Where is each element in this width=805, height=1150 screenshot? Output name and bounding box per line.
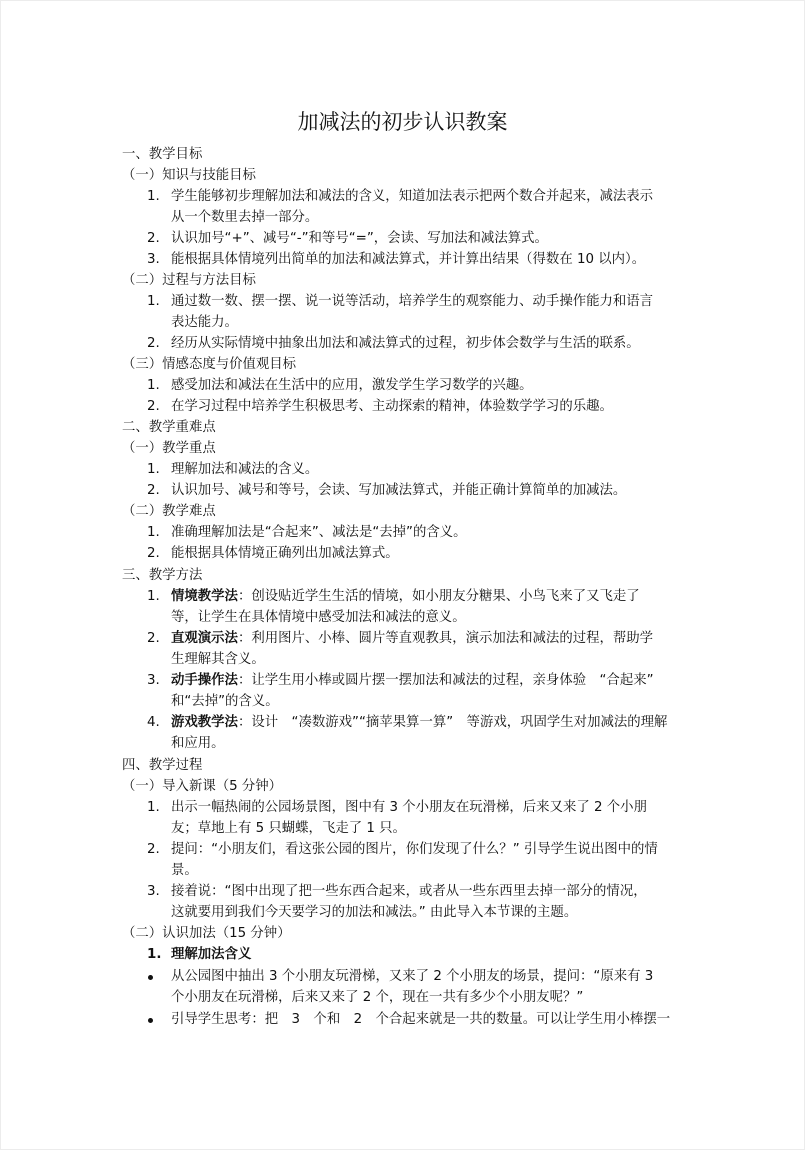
list-item-line: 接着说：“图中出现了把一些东西合起来，或者从一些东西里去掉一部分的情况，: [171, 884, 647, 899]
subsection-heading: （三）情感态度与价值观目标: [122, 357, 297, 372]
list-number: 2.: [147, 483, 160, 498]
document-title: 加减法的初步认识教案: [297, 110, 508, 134]
list-item-line: 准确理解加法是“合起来”、减法是“去掉”的含义。: [171, 525, 467, 540]
subsection-heading: （二）教学难点: [122, 504, 216, 519]
list-number: 1.: [147, 294, 160, 309]
list-item-line: 等，让学生在具体情境中感受加法和减法的意义。: [171, 610, 466, 625]
bullet-dot: [148, 975, 153, 980]
list-number: 3.: [147, 673, 160, 688]
list-number: 1.: [147, 947, 162, 962]
section-heading-2: 二、教学重难点: [122, 420, 216, 435]
section-heading-3: 三、教学方法: [122, 568, 203, 583]
list-number: 3.: [147, 252, 160, 267]
list-number: 1.: [147, 589, 160, 604]
bullet-item-line: 引导学生思考：把 3 个和 2 个合起来就是一共的数量。可以让学生用小棒摆一: [171, 1012, 671, 1027]
list-item-line: 出示一幅热闹的公园场景图，图中有 3 个小朋友在玩滑梯，后来又来了 2 个小朋: [171, 800, 647, 815]
point-heading: 理解加法含义: [171, 947, 252, 962]
section-heading-4: 四、教学过程: [122, 758, 203, 773]
list-item-line: 认识加号、减号和等号，会读、写加减法算式，并能正确计算简单的加减法。: [171, 483, 627, 498]
list-number: 2.: [147, 631, 160, 646]
list-item-line: [171, 714, 667, 732]
method-desc: ：设计 “凑数游戏”“摘苹果算一算” 等游戏，巩固学生对加减法的理解: [237, 715, 668, 730]
bullet-item-line: 从公园图中抽出 3 个小朋友玩滑梯，又来了 2 个小朋友的场景，提问：“原来有 3: [171, 969, 654, 984]
method-name: 情境教学法: [171, 589, 238, 604]
subsection-heading: （一）知识与技能目标: [122, 168, 256, 183]
list-number: 3.: [147, 884, 160, 899]
list-number: 4.: [147, 715, 160, 730]
method-name: 游戏教学法: [171, 715, 238, 730]
list-item-line: 通过数一数、摆一摆、说一说等活动，培养学生的观察能力、动手操作能力和语言: [171, 294, 654, 309]
list-number: 2.: [147, 842, 160, 857]
list-item-line: 能根据具体情境列出简单的加法和减法算式，并计算出结果（得数在 10 以内）。: [171, 252, 646, 267]
subsection-heading: （一）导入新课（5 分钟）: [122, 779, 283, 794]
list-number: 2.: [147, 336, 160, 351]
list-item-line: 表达能力。: [171, 315, 238, 330]
list-number: 2.: [147, 546, 160, 561]
list-item-line: 经历从实际情境中抽象出加法和减法算式的过程，初步体会数学与生活的联系。: [171, 336, 640, 351]
subsection-heading: （二）过程与方法目标: [122, 273, 256, 288]
method-desc: ：利用图片、小棒、圆片等直观教具，演示加法和减法的过程，帮助学: [237, 631, 654, 646]
list-number: 1.: [147, 189, 160, 204]
subsection-heading: （二）认识加法（15 分钟）: [122, 926, 291, 941]
subsection-heading: （一）教学重点: [122, 441, 216, 456]
method-desc: ：让学生用小棒或圆片摆一摆加法和减法的过程，亲身体验 “合起来”: [237, 673, 654, 688]
bullet-dot: [148, 1018, 153, 1023]
list-number: 2.: [147, 231, 160, 246]
list-number: 1.: [147, 800, 160, 815]
list-number: 1.: [147, 525, 160, 540]
list-item-line: 在学习过程中培养学生积极思考、主动探索的精神，体验数学学习的乐趣。: [171, 399, 613, 414]
list-item-line: 从一个数里去掉一部分。: [171, 210, 319, 225]
bullet-item-line: 个小朋友在玩滑梯，后来又来了 2 个，现在一共有多少个小朋友呢？”: [171, 990, 584, 1005]
list-item-line: 生理解其含义。: [171, 652, 265, 667]
list-number: 1.: [147, 462, 160, 477]
list-item-line: 认识加号“+”、减号“-”和等号“=”，会读、写加法和减法算式。: [171, 231, 548, 246]
list-item-line: 学生能够初步理解加法和减法的含义，知道加法表示把两个数合并起来，减法表示: [171, 189, 654, 204]
section-heading-1: 一、教学目标: [122, 147, 203, 162]
list-number: 2.: [147, 399, 160, 414]
list-item-line: 景。: [171, 863, 198, 878]
list-item-line: 这就要用到我们今天要学习的加法和减法。” 由此导入本节课的主题。: [171, 905, 578, 920]
list-item-line: 和应用。: [171, 736, 225, 751]
list-item-line: [171, 588, 640, 606]
list-number: 1.: [147, 378, 160, 393]
list-item-line: [171, 672, 654, 690]
method-name: 直观演示法: [171, 631, 238, 646]
list-item-line: 能根据具体情境正确列出加减法算式。: [171, 546, 399, 561]
list-item-line: 友；草地上有 5 只蝴蝶，飞走了 1 只。: [171, 821, 406, 836]
list-item-line: 和“去掉”的含义。: [171, 694, 279, 709]
list-item-line: 提问：“小朋友们，看这张公园的图片，你们发现了什么？” 引导学生说出图中的情: [171, 842, 658, 857]
list-item-line: 理解加法和减法的含义。: [171, 462, 319, 477]
method-name: 动手操作法: [171, 673, 238, 688]
list-item-line: [171, 630, 653, 648]
method-desc: ：创设贴近学生生活的情境，如小朋友分糖果、小鸟飞来了又飞走了: [237, 589, 640, 604]
list-item-line: 感受加法和减法在生活中的应用，激发学生学习数学的兴趣。: [171, 378, 533, 393]
